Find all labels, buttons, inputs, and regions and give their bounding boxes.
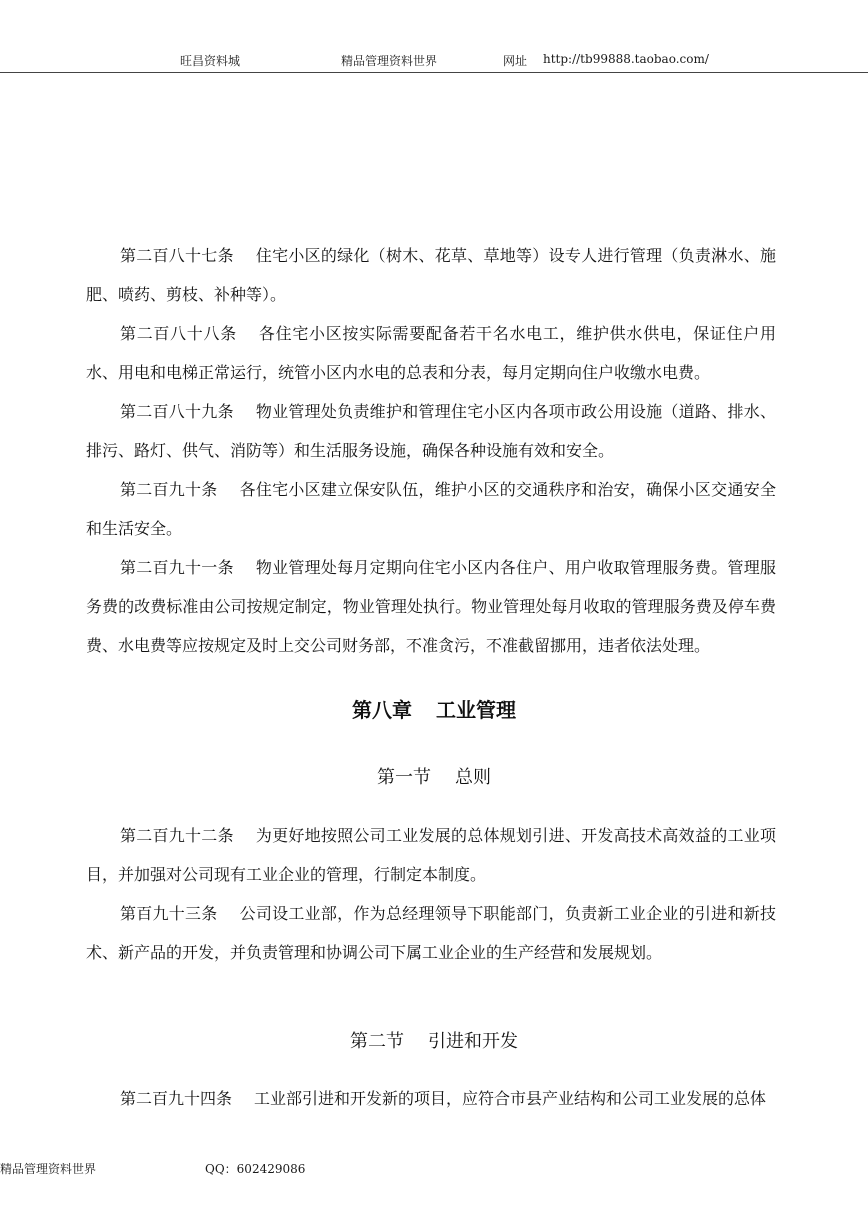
article-text: 住宅小区的绿化（树木、花草、草地等）设专人进行管理（负责淋水、施肥、喷药、剪枝、补种等）。: [86, 246, 776, 304]
article-text: 各住宅小区建立保安队伍，维护小区的交通秩序和治安，确保小区交通安全和生活安全。: [86, 480, 776, 538]
article-paragraph: [86, 894, 776, 972]
article-text: 公司设工业部，作为总经理领导下职能部门，负责新工业企业的引进和新技术、新产品的开发，并负责管理和协调公司下属工业企业的生产经营和发展规划。: [86, 904, 776, 962]
article-text: 为更好地按照公司工业发展的总体规划引进、开发高技术高效益的工业项目，并加强对公司现有工业企业的管理，行制定本制度。: [86, 826, 776, 884]
articles-block-2: [86, 816, 776, 972]
article-text: 物业管理处每月定期向住宅小区内各住户、用户收取管理服务费。管理服务费的改费标准由公司按规定制定，物业管理处执行。物业管理处每月收取的管理服务费及停车费费、水电费等应按规定及时上交公司财务部，不准贪污，不准截留挪用，违者依法处理。: [86, 558, 776, 655]
header-tagline: 精品管理资料世界: [341, 54, 438, 68]
chapter-heading: [0, 694, 868, 723]
article-number: 第二百九十二条: [120, 826, 234, 845]
article-text: 物业管理处负责维护和管理住宅小区内各项市政公用设施（道路、排水、排污、路灯、供气、消防等）和生活服务设施，确保各种设施有效和安全。: [86, 402, 776, 460]
header-url-link[interactable]: http://tb99888.taobao.com/: [543, 52, 709, 66]
article-paragraph: [86, 816, 776, 894]
footer-qq: QQ：602429086: [205, 1162, 306, 1176]
article-number: 第二百九十条: [120, 480, 218, 499]
article-number: 第二百九十四条: [120, 1089, 233, 1108]
page-header: [0, 52, 868, 72]
article-paragraph: [86, 236, 776, 314]
section-number: 第二节: [350, 1031, 404, 1052]
chapter-number: 第八章: [352, 698, 412, 722]
section-title: 总则: [455, 767, 491, 788]
section-number: 第一节: [377, 767, 431, 788]
article-number: 第百九十三条: [120, 904, 218, 923]
article-paragraph: [86, 314, 776, 392]
chapter-title: 工业管理: [436, 698, 516, 722]
article-text: 工业部引进和开发新的项目，应符合市县产业结构和公司工业发展的总体: [254, 1089, 767, 1108]
article-number: 第二百八十八条: [120, 324, 237, 343]
article-number: 第二百八十九条: [120, 402, 234, 421]
article-text: 各住宅小区按实际需要配备若干名水电工，维护供水供电，保证住户用水、用电和电梯正常运行，统管小区内水电的总表和分表，每月定期向住户收缴水电费。: [86, 324, 776, 382]
section-title: 引进和开发: [428, 1031, 518, 1052]
article-number: 第二百九十一条: [120, 558, 234, 577]
article-paragraph: [86, 392, 776, 470]
articles-block-3: [86, 1079, 776, 1118]
articles-block-1: [86, 236, 776, 665]
header-site-name: 旺昌资料城: [180, 54, 241, 68]
section-heading: [0, 1027, 868, 1053]
article-paragraph: [86, 548, 776, 665]
section-heading: [0, 763, 868, 789]
article-number: 第二百八十七条: [120, 246, 234, 265]
page-footer: [0, 1160, 868, 1180]
article-paragraph: [86, 470, 776, 548]
header-url-label: 网址: [503, 54, 528, 68]
article-paragraph: [86, 1079, 776, 1118]
footer-site-name: 精品管理资料世界: [0, 1162, 97, 1176]
header-divider: [0, 72, 868, 73]
